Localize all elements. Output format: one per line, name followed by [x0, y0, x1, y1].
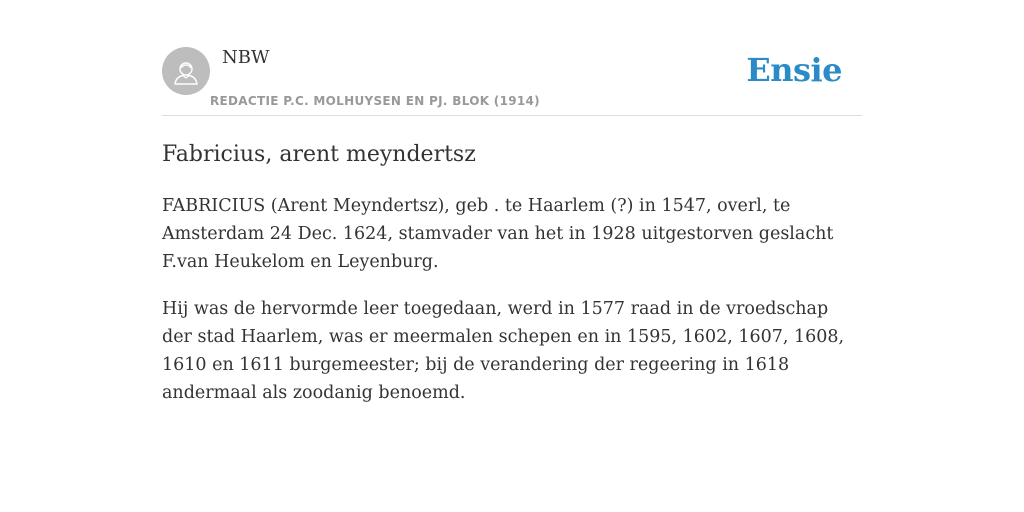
- article-body: [162, 192, 862, 426]
- article-paragraph-2: Hij was de hervormde leer toegedaan, werd in 1577 raad in de vroedschap der stad Haarlem, was er meermalen schepen en in 1595, 1602, 1607, 1608, 1610 en 1611 burgemeester; bij de verandering der regeering in 1618 andermaal als zoodanig benoemd.: [162, 299, 845, 403]
- article-title: Fabricius, arent meyndertsz: [162, 142, 476, 167]
- author-name[interactable]: NBW: [222, 47, 270, 68]
- article-page: [162, 0, 862, 512]
- author-subtitle: REDACTIE P.C. MOLHUYSEN EN PJ. BLOK (1914): [210, 94, 540, 108]
- author-header: [162, 0, 862, 116]
- ensie-logo-link[interactable]: Ensie: [746, 51, 842, 89]
- article-paragraph-1: FABRICIUS (Arent Meyndertsz), geb . te Haarlem (?) in 1547, overl, te Amsterdam 24 Dec. 1624, stamvader van het in 1928 uitgestorven geslacht F.van Heukelom en Leyenburg.: [162, 196, 834, 272]
- user-avatar-icon[interactable]: [162, 47, 210, 95]
